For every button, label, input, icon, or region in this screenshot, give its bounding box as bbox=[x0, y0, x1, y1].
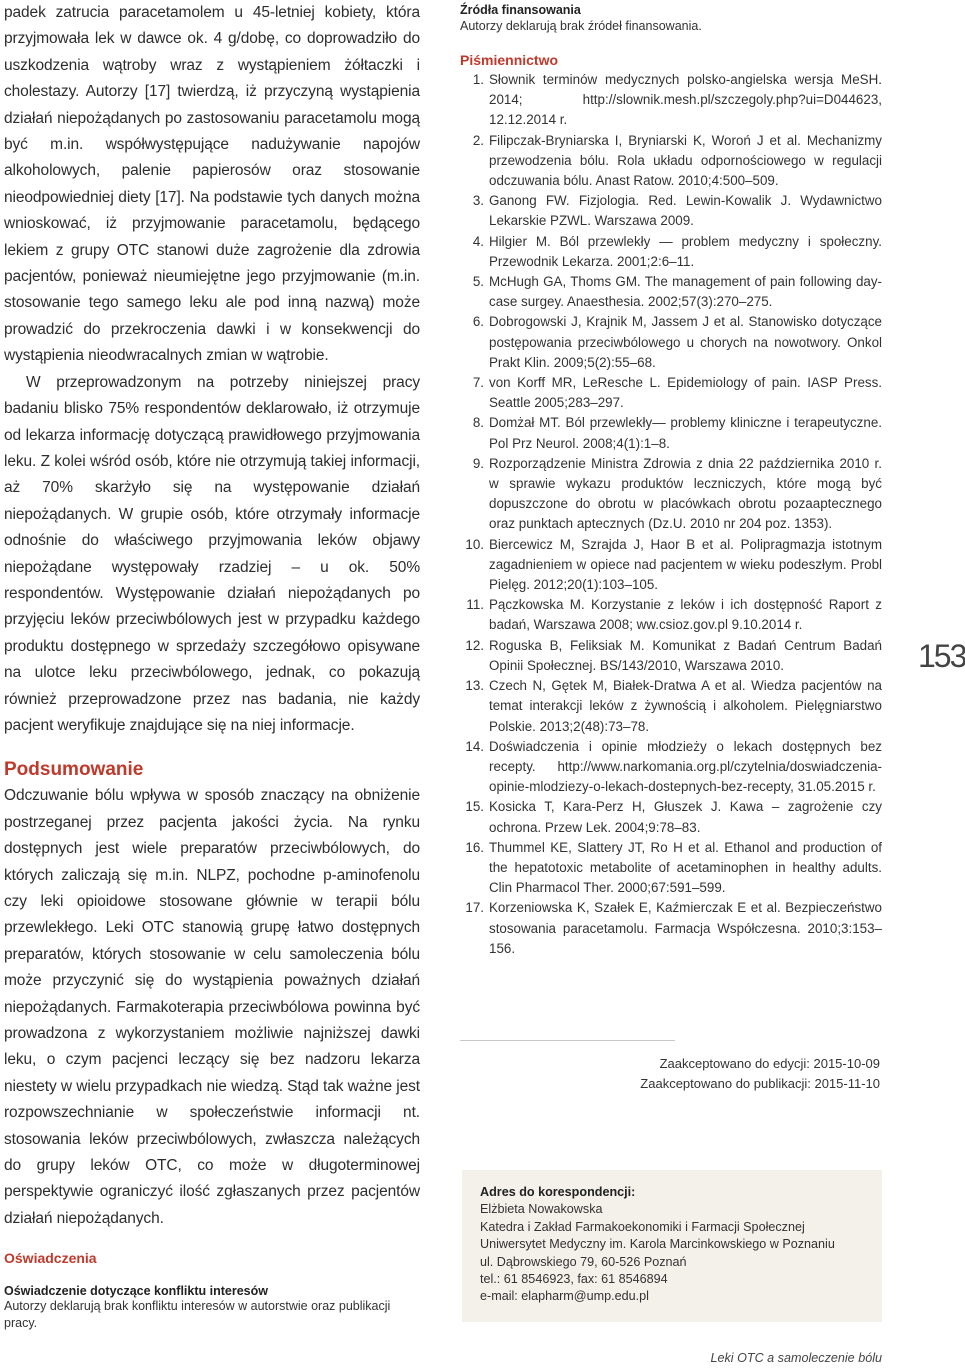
reference-item bbox=[460, 232, 882, 272]
body-paragraph: padek zatrucia paracetamolem u 45-letniej kobiety, która przyjmowała lek w dawce ok. 4 g/dobę, co doprowadziło do uszkodzenia wątroby wraz z wystąpieniem żółtaczki i cholestazy. Autorzy [17] twierdzą, iż przyczyną wystąpienia działań niepożądanych po zastosowaniu paracetamolu mogą być m.in. współwystępujące nadużywanie napojów alkoholowych, palenie papierosów oraz stosowanie nieodpowiedniej diety [17]. Na podstawie tych danych można wnioskować, iż przyjmowanie paracetamolu, będącego lekiem z grupy OTC stanowi duże zagrożenie dla zdrowia pacjentów, ponieważ nieumiejętne jego przyjmowanie (m.in. stosowanie tego samego leku ale pod inną nazwą) może prowadzić do przekroczenia dawki i w konsekwencji do wystąpienia nieodwracalnych zmian w wątrobie. bbox=[4, 4, 420, 365]
reference-item bbox=[460, 131, 882, 192]
reference-text: Czech N, Gętek M, Białek-Dratwa A et al. Wiedza pacjentów na temat interakcji leków z żywnością i alkoholem. Pielęgniarstwo Polskie. 2013;2(48):73–78. bbox=[489, 678, 882, 734]
reference-text: Ganong FW. Fizjologia. Red. Lewin-Kowalik J. Wydawnictwo Lekarskie PZWL. Warszawa 2009. bbox=[489, 193, 882, 229]
reference-number: 1. bbox=[472, 72, 484, 87]
page-number: 153 bbox=[918, 638, 965, 674]
reference-item bbox=[460, 191, 882, 231]
reference-text: Doświadczenia i opinie młodzieży o lekach dostępnych bez recepty. http://www.narkomania.org.pl/czytelnia/doswiadczenia-opinie-mlodziezy-o-lekach-dostepnych-bez-recepty, 31.05.2015 r. bbox=[489, 738, 882, 795]
reference-number: 13. bbox=[465, 678, 484, 694]
reference-number: 16. bbox=[465, 839, 484, 855]
section-title-declarations: Oświadczenia bbox=[4, 1250, 97, 1267]
reference-text: Domżał MT. Ból przewlekły— problemy kliniczne i terapeutyczne. Pol Prz Neurol. 2008;4(1):1–8. bbox=[489, 415, 882, 451]
correspondence-title: Adres do korespondencji: bbox=[480, 1185, 636, 1199]
reference-number: 8. bbox=[472, 415, 484, 431]
reference-item bbox=[460, 737, 882, 798]
reference-number: 11. bbox=[466, 597, 484, 613]
reference-number: 2. bbox=[472, 132, 484, 148]
reference-number: 15. bbox=[465, 799, 484, 815]
reference-text: Thummel KE, Slattery JT, Ro H et al. Ethanol and production of the hepatotoxic metabolite of acetaminophen in healthy adults. Clin Pharmacol Ther. 2000;67:591–599. bbox=[489, 839, 882, 896]
reference-text: Korzeniowska K, Szałek E, Kaźmierczak E et al. Bezpieczeństwo stosowania paracetamolu. Farmacja Współczesna. 2010;3:153–156. bbox=[489, 900, 882, 956]
reference-item bbox=[460, 595, 882, 635]
reference-item bbox=[460, 535, 882, 596]
reference-number: 14. bbox=[465, 738, 484, 754]
reference-text: Filipczak-Bryniarska I, Bryniarski K, Woroń J et al. Mechanizmy przewodzenia bólu. Rola układu odpornościowego w regulacji odczuwania bólu. Anast Ratow. 2010;4:500–509. bbox=[489, 132, 882, 189]
correspondence-line: ul. Dąbrowskiego 79, 60-526 Poznań bbox=[480, 1254, 687, 1269]
reference-item bbox=[460, 413, 882, 453]
correspondence-box bbox=[462, 1170, 882, 1322]
reference-number: 3. bbox=[472, 193, 484, 209]
reference-number: 7. bbox=[472, 375, 484, 391]
reference-number: 4. bbox=[472, 233, 484, 249]
conflict-text: Autorzy deklarują brak konfliktu interesów w autorstwie oraz publikacji pracy. bbox=[4, 1299, 391, 1331]
correspondence-content bbox=[480, 1184, 835, 1306]
reference-text: Kosicka T, Kara-Perz H, Głuszek J. Kawa – zagrożenie czy ochrona. Przew Lek. 2004;9:78–83. bbox=[489, 799, 882, 835]
reference-text: Słownik terminów medycznych polsko-angielska wersja MeSH. 2014; http://slownik.mesh.pl/szczegoly.php?ui=D044623, 12.12.2014 r. bbox=[489, 72, 882, 128]
reference-text: Hilgier M. Ból przewlekły — problem medyczny i społeczny. Przewodnik Lekarza. 2001;2:6–11. bbox=[489, 233, 882, 269]
reference-number: 17. bbox=[465, 900, 484, 916]
right-column bbox=[460, 2, 882, 959]
reference-text: Rozporządzenie Ministra Zdrowia z dnia 22 października 2010 r. w sprawie wykazu produktów leczniczych, które mogą być dopuszczone do obrotu w placówkach obrotu pozaaptecznego oraz punktach aptecznych (Dz.U. 2010 nr 204 poz. 1353). bbox=[489, 455, 882, 532]
left-column bbox=[4, 0, 420, 1332]
accepted-publication-date: Zaakceptowano do publikacji: 2015-11-10 bbox=[640, 1076, 880, 1091]
reference-text: Dobrogowski J, Krajnik M, Jassem J et al. Stanowisko dotyczące postępowania przeciwbólowego u chorych na nowotwory. Onkol Prakt Klin. 2009;5(2):55–68. bbox=[489, 314, 882, 370]
reference-text: Pączkowska M. Korzystanie z leków i ich dostępność Raport z badań, Warszawa 2008; ww.csioz.gov.pl 9.10.2014 r. bbox=[489, 597, 882, 633]
reference-item bbox=[460, 373, 882, 413]
reference-item bbox=[460, 312, 882, 373]
reference-item bbox=[460, 272, 882, 312]
references-title: Piśmiennictwo bbox=[460, 52, 559, 68]
correspondence-line: Uniwersytet Medyczny im. Karola Marcinkowskiego w Poznaniu bbox=[480, 1237, 835, 1252]
section-title-summary: Podsumowanie bbox=[4, 759, 144, 781]
reference-number: 10. bbox=[465, 536, 484, 552]
correspondence-line: tel.: 61 8546923, fax: 61 8546894 bbox=[480, 1272, 668, 1287]
body-paragraph: W przeprowadzonym na potrzeby niniejszej pracy badaniu blisko 75% respondentów deklarowało, iż otrzymuje od lekarza informację dotyczącą prawidłowego przyjmowania leku. Z kolei wśród osób, które nie otrzymują takiej informacji, aż 70% skarżyło się na występowanie działań niepożądanych. W grupie osób, które otrzymały informacje odnośnie do właściwego przyjmowania leków objawy niepożądane występowały rzadziej – u ok. 50% respondentów. Występowanie działań niepożądanych po przyjęciu leków przeciwbólowych jest w przypadku każdego produktu dostępnego w sprzedaży szczegółowo opisywane na ulotce leku przeciwbólowego, jednak, co pokazują również przeprowadzone przez nas badania, nie każdy pacjent weryfikuje znajdujące się na niej informacje. bbox=[4, 373, 420, 734]
reference-item bbox=[460, 70, 882, 131]
reference-item bbox=[460, 797, 882, 837]
reference-item bbox=[460, 636, 882, 676]
reference-number: 5. bbox=[472, 274, 484, 290]
running-footer: Leki OTC a samoleczenie bólu bbox=[710, 1351, 882, 1365]
divider bbox=[460, 1040, 675, 1041]
correspondence-email[interactable]: e-mail: elapharm@ump.edu.pl bbox=[480, 1289, 649, 1304]
reference-item bbox=[460, 838, 882, 899]
reference-text: Roguska B, Feliksiak M. Komunikat z Badań Centrum Badań Opinii Społecznej. BS/143/2010, Warszawa 2010. bbox=[489, 637, 882, 673]
reference-text: McHugh GA, Thoms GM. The management of pain following day-case surgey. Anaesthesia. 2002;57(3):270–275. bbox=[489, 274, 882, 310]
accepted-edit-date: Zaakceptowano do edycji: 2015-10-09 bbox=[659, 1056, 880, 1071]
reference-item bbox=[460, 898, 882, 959]
correspondence-line: Elżbieta Nowakowska bbox=[480, 1202, 603, 1217]
funding-text: Autorzy deklarują brak źródeł finansowania. bbox=[460, 19, 702, 33]
correspondence-line: Katedra i Zakład Farmakoekonomiki i Farmacji Społecznej bbox=[480, 1219, 805, 1234]
references-list bbox=[460, 70, 882, 959]
reference-text: Biercewicz M, Szrajda J, Haor B et al. Polipragmazja istotnym zagadnieniem w opiece nad pacjentem w wieku podeszłym. Probl Pielęg. 2012;20(1):103–105. bbox=[489, 536, 882, 593]
reference-item bbox=[460, 454, 882, 535]
conflict-title: Oświadczenie dotyczące konfliktu interesów bbox=[4, 1284, 268, 1299]
summary-paragraph: Odczuwanie bólu wpływa w sposób znaczący na obniżenie postrzeganej przez pacjenta jakości życia. Na rynku dostępnych jest wiele preparatów przeciwbólowych, do których zaliczają się m.in. NLPZ, pochodne p-aminofenolu czy leki opioidowe stosowane głównie w terapii bólu przewlekłego. Leki OTC stanowią grupę łatwo dostępnych preparatów, których stosowanie w celu samoleczenia bólu może przyczynić się do wystąpienia poważnych działań niepożądanych. Farmakoterapia przeciwbólowa powinna być prowadzona z wykorzystaniem możliwie najniższej dawki leku, o czym pacjenci leczący się bez nadzoru lekarza niestety w wielu przypadkach nie wiedzą. Stąd tak ważne jest rozpowszechnianie w społeczeństwie informacji nt. stosowania leków przeciwbólowych, zwłaszcza należących do grupy leków OTC, co może w długoterminowej perspektywie ograniczyć ilość zgłaszanych przez pacjentów działań niepożądanych. bbox=[4, 787, 420, 1227]
acceptance-dates bbox=[640, 1054, 880, 1094]
funding-title: Źródła finansowania bbox=[460, 3, 581, 17]
reference-number: 12. bbox=[465, 637, 484, 653]
reference-number: 9. bbox=[472, 455, 484, 471]
reference-number: 6. bbox=[472, 314, 484, 330]
reference-item bbox=[460, 676, 882, 737]
reference-text: von Korff MR, LeResche L. Epidemiology of pain. IASP Press. Seattle 2005;283–297. bbox=[489, 375, 882, 411]
